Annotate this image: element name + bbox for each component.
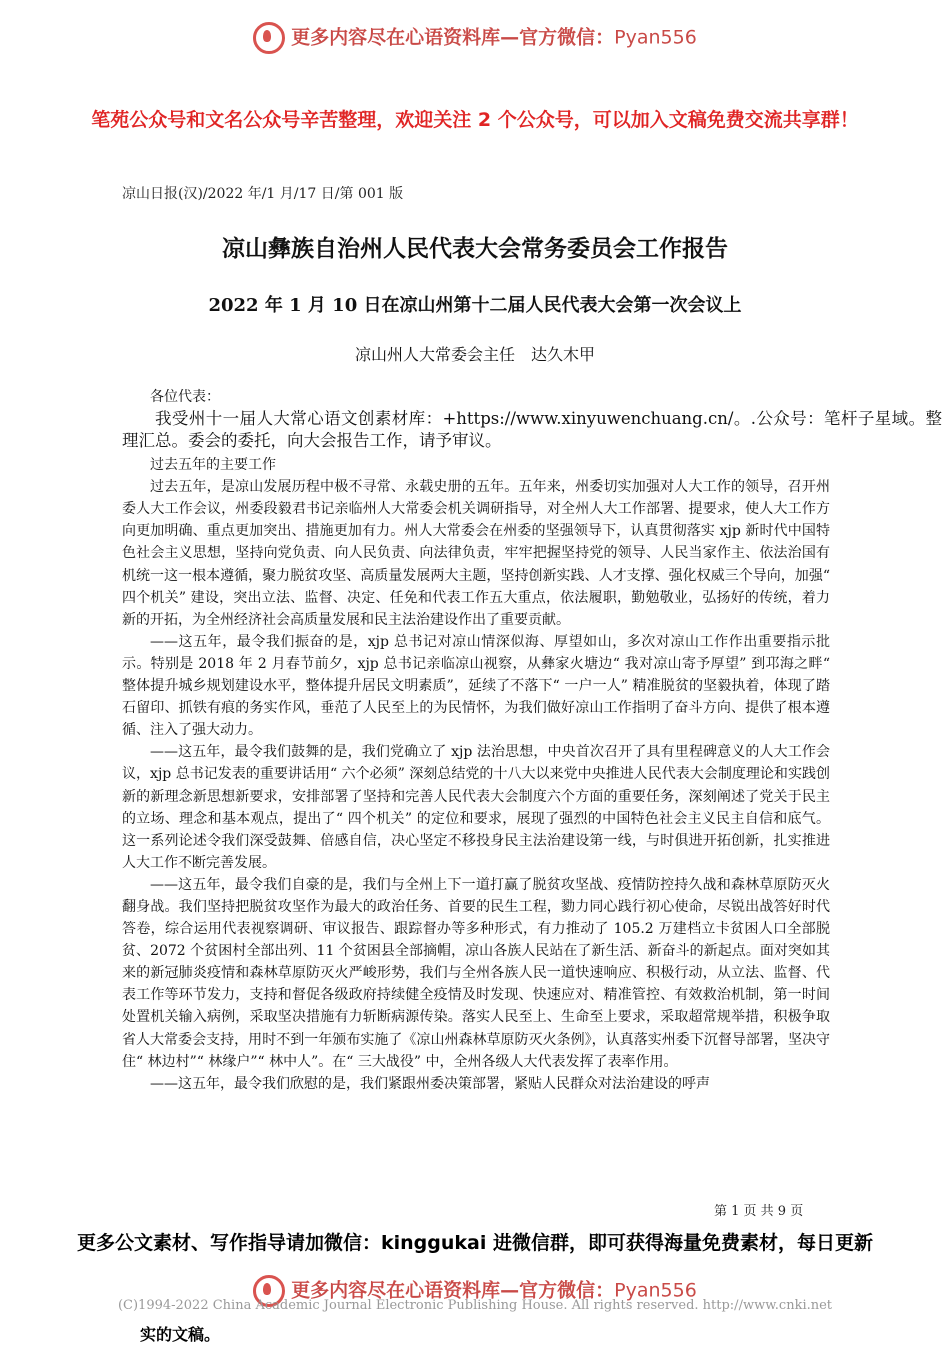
watermark-bottom-wechat: Pyan556 [614,1279,697,1302]
promo-banner: 笔苑公众号和文名公众号辛苦整理，欢迎关注 2 个公众号，可以加入文稿免费交流共享群！ [91,109,859,131]
page-number: 第 1 页 共 9 页 [714,1204,804,1219]
ad-line: 更多公文素材、写作指导请加微信：kinggukai 进微信群，即可获得海量免费素材，每日更新 [77,1232,873,1254]
document-subtitle: 2022 年 1 月 10 日在凉山州第十二届人民代表大会第一次会议上 [208,295,742,316]
body-paragraph: ——这五年，最令我们鼓舞的是，我们党确立了 xjp 法治思想，中央首次召开了具有里程碑意义的人大工作会议，xjp 总书记发表的重要讲话用“ 六个必须” 深刻总结党的十八大以来党中央推进人民代表大会制度理论和实践创新的新理念新思想新要求，安排部署了坚持和完善人民代表大会制度六个方面的重要任务，深刻阐述了党关于民主的立场、理念和基本观点，提出了“ 四个机关” 的定位和要求，展现了强烈的中国特色社会主义民主自信和底气。这一系列论述令我们深受鼓舞、倍感自信，决心坚定不移投身民主法治建设第一线，与时俱进开拓创新，扎实推进人大工作不断完善发展。 [122,744,830,871]
document-title: 凉山彝族自治州人民代表大会常务委员会工作报告 [222,235,728,262]
watermark-top-text: 更多内容尽在心语资料库—官方微信： [291,26,615,49]
document-body [122,386,942,1095]
intro-paragraph: 我受州十一届人大常心语文创素材库：+https://www.xinyuwenchuang.cn/。.公众号：笔杆子星域。整理汇总。委会的委托，向大会报告工作，请予审议。 [122,409,942,451]
bottom-stub-text: 实的文稿。 [140,1325,221,1344]
section-heading: 过去五年的主要工作 [150,457,276,474]
source-line: 凉山日报(汉)/2022 年/1 月/17 日/第 001 版 [122,186,404,202]
body-paragraph: 过去五年，是凉山发展历程中极不寻常、永载史册的五年。五年来，州委切实加强对人大工作的领导，召开州委人大工作会议，州委段毅君书记亲临州人大常委会机关调研指导，对全州人大工作部署、提要求，使人大工作方向更加明确、重点更加突出、措施更加有力。州人大常委会在州委的坚强领导下，认真贯彻落实 xjp 新时代中国特色社会主义思想，坚持向党负责、向人民负责、向法律负责，牢牢把握坚持党的领导、人民当家作主、依法治国有机统一这一根本遵循，聚力脱贫攻坚、高质量发展两大主题，坚持创新实践、人才支撑、强化权威三个导向，加强“ 四个机关” 建设，突出立法、监督、决定、任免和代表工作五大重点，依法履职，勤勉敬业，弘扬好的传统，着力新的开拓，为全州经济社会高质量发展和民主法治建设作出了重要贡献。 [122,479,830,628]
body-paragraph: ——这五年，最令我们自豪的是，我们与全州上下一道打赢了脱贫攻坚战、疫情防控持久战和森林草原防灭火翻身战。我们坚持把脱贫攻坚作为最大的政治任务、首要的民生工程，勠力同心践行初心使命，尽锐出战答好时代答卷，综合运用代表视察调研、审议报告、跟踪督办等多种形式，有力推动了 105.2 万建档立卡贫困人口全部脱贫、2072 个贫困村全部出列、11 个贫困县全部摘帽，凉山各族人民站在了新生活、新奋斗的新起点。面对突如其来的新冠肺炎疫情和森林草原防灭火严峻形势，我们与全州各族人民一道快速响应、积极行动，从立法、监督、代表工作等环节发力，支持和督促各级政府持续健全疫情及时发现、快速应对、精准管控、有效救治机制，第一时间处置机关输入病例，采取坚决措施有力斩断病源传染。落实人民至上、生命至上要求，采取超常规举措，积极争取省人大常委会支持，用时不到一年颁布实施了《凉山州森林草原防灭火条例》，认真落实州委下沉督导部署，坚决守住“ 林边村”“ 林缘户”“ 林中人”。在“ 三大战役” 中，全州各级人大代表发挥了表率作用。 [122,876,830,1070]
document-author: 凉山州人大常委会主任 达久木甲 [354,345,595,364]
copyright-notice: (C)1994-2022 China Academic Journal Electronic Publishing House. All rights reserved. http://www.cnki.net [117,1298,833,1313]
brand-logo-icon [253,22,285,54]
watermark-bottom-text: 更多内容尽在心语资料库—官方微信： [291,1279,615,1302]
body-paragraph: ——这五年，最令我们振奋的是，xjp 总书记对凉山情深似海、厚望如山，多次对凉山工作作出重要指示批示。特别是 2018 年 2 月春节前夕，xjp 总书记亲临凉山视察，从彝家火塘边“ 我对凉山寄予厚望” 到邛海之畔“ 整体提升城乡规划建设水平，整体提升居民文明素质”，延续了不落下“ 一户一人” 精准脱贫的坚毅执着，体现了踏石留印、抓铁有痕的务实作风，垂范了人民至上的为民情怀，为我们做好凉山工作指明了奋斗方向、提供了根本遵循、注入了强大动力。 [122,633,830,739]
watermark-top-wechat: Pyan556 [614,26,697,49]
body-paragraph: ——这五年，最令我们欣慰的是，我们紧跟州委决策部署，紧贴人民群众对法治建设的呼声 [150,1075,710,1092]
salutation: 各位代表： [150,389,220,405]
watermark-top [0,22,950,54]
